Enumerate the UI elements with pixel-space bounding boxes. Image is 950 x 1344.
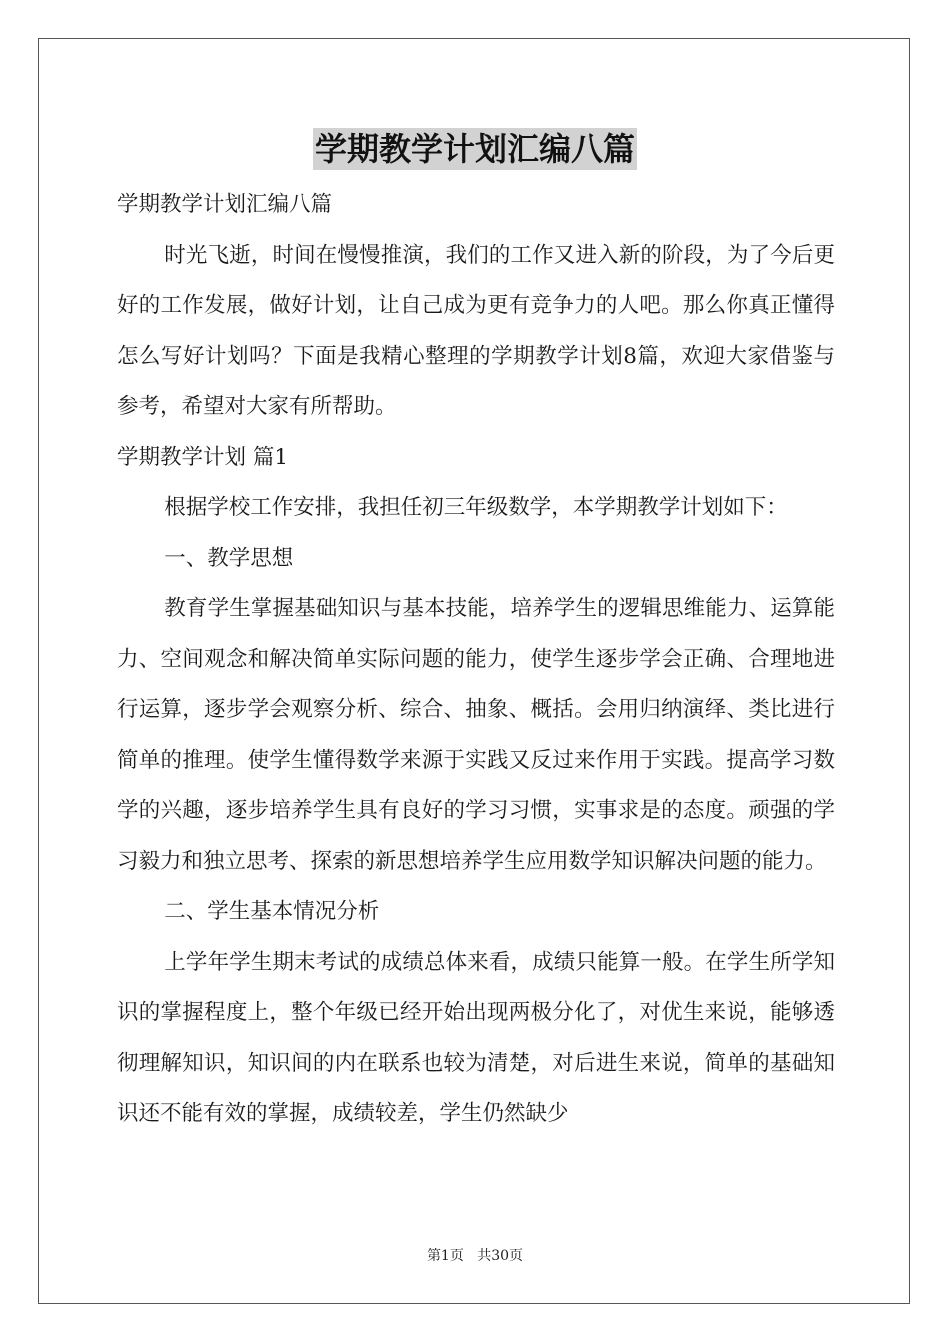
document-subtitle: 学期教学计划汇编八篇 (117, 192, 333, 217)
title-container (0, 128, 950, 170)
intro-paragraph: 时光飞逝，时间在慢慢推演，我们的工作又进入新的阶段，为了今后更好的工作发展，做好计划，让自己成为更有竞争力的人吧。那么你真正懂得怎么写好计划吗？下面是我精心整理的学期教学计划8篇，欢迎大家借鉴与参考，希望对大家有所帮助。 (117, 242, 835, 419)
paragraph: 教育学生掌握基础知识与基本技能，培养学生的逻辑思维能力、运算能力、空间观念和解决简单实际问题的能力，使学生逐步学会正确、合理地进行运算，逐步学会观察分析、综合、抽象、概括。会用归纳演绎、类比进行简单的推理。使学生懂得数学来源于实践又反过来作用于实践。提高学习数学的兴趣，逐步培养学生具有良好的学习习惯，实事求是的态度。顽强的学习毅力和独立思考、探索的新思想培养学生应用数学知识解决问题的能力。 (117, 596, 835, 874)
section-title: 学期教学计划 篇1 (117, 444, 289, 470)
section-heading: 二、学生基本情况分析 (164, 899, 380, 924)
document-body (117, 180, 835, 1140)
page-total: 共30页 (477, 1248, 524, 1264)
page-number: 第1页 (426, 1248, 464, 1264)
paragraph: 上学年学生期末考试的成绩总体来看，成绩只能算一般。在学生所学知识的掌握程度上，整个年级已经开始出现两极分化了，对优生来说，能够透彻理解知识，知识间的内在联系也较为清楚，对后进生来说，简单的基础知识还不能有效的掌握，成绩较差，学生仍然缺少 (117, 949, 835, 1126)
paragraph: 根据学校工作安排，我担任初三年级数学，本学期教学计划如下： (164, 495, 788, 520)
page-footer (0, 1246, 950, 1266)
document-title: 学期教学计划汇编八篇 (314, 130, 635, 168)
section-heading: 一、教学思想 (164, 545, 294, 571)
